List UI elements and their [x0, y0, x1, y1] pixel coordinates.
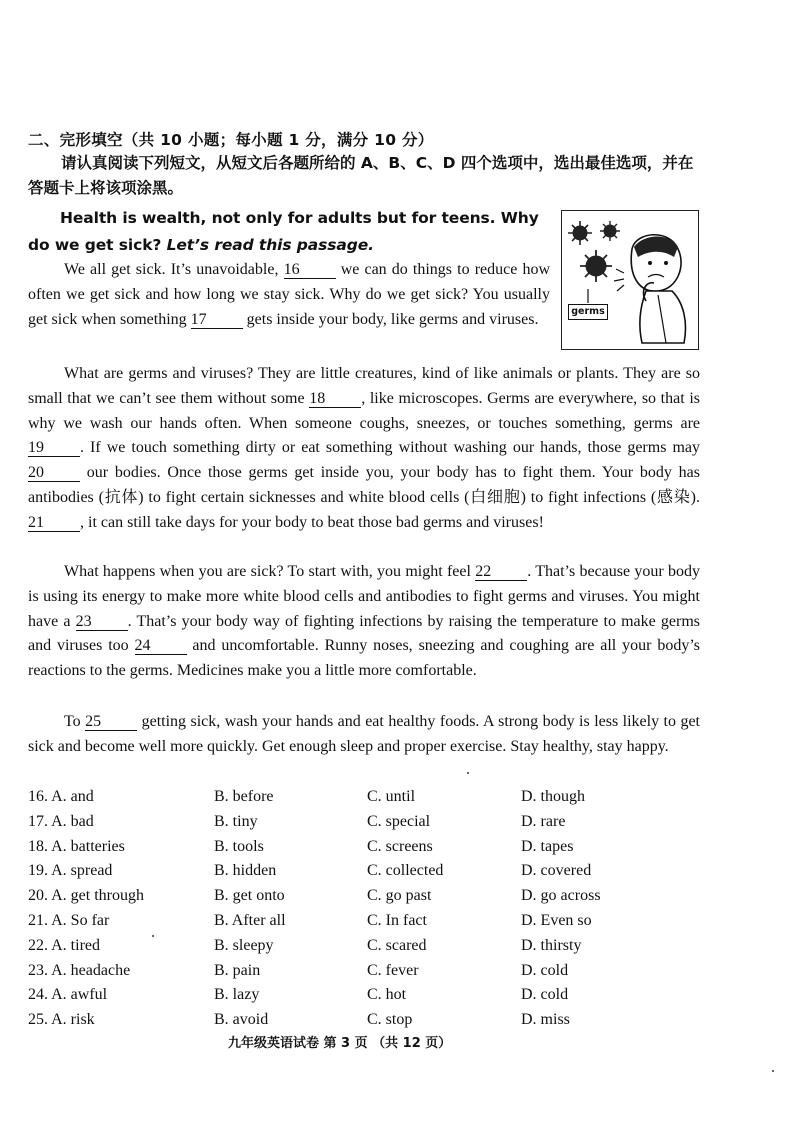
blank-16: 16 [284, 261, 336, 279]
paragraph-1 [28, 258, 550, 332]
option-d: D. Even so [521, 911, 592, 929]
option-row-23 [28, 959, 708, 984]
option-a: 21. A. So far [28, 911, 110, 929]
option-b: B. tiny [214, 812, 258, 830]
blank-20: 20 [28, 464, 80, 482]
option-d: D. rare [521, 812, 566, 830]
blank-19: 19 [28, 439, 80, 457]
p2-text-2: , like microscopes. Germs are everywhere, so that is why we wash our hands often. When someone coughs, sneezes, or touches something, germs are [28, 389, 700, 432]
blank-25: 25 [85, 713, 137, 731]
option-c: C. stop [367, 1011, 413, 1029]
p2-text-5: , it can still take days for your body to beat those bad germs and viruses! [80, 513, 544, 531]
p3-text-4: and uncomfortable. Runny noses, sneezing and coughing are all your body’s reactions to the germs. Medicines make you a little more comfortable. [28, 637, 701, 680]
sick-boy-germs-icon [562, 211, 697, 348]
option-d: D. covered [521, 862, 592, 880]
option-a: 17. A. bad [28, 812, 94, 830]
blank-17: 17 [191, 311, 243, 329]
option-a: 19. A. spread [28, 862, 113, 880]
option-c: C. In fact [367, 911, 427, 929]
p2-text-1: What are germs and viruses? They are little creatures, kind of like animals or plants. They are so small that we can’t see them without some [28, 365, 700, 407]
option-c: C. until [367, 788, 416, 805]
option-b: B. get onto [214, 887, 285, 905]
option-row-16 [28, 785, 708, 810]
option-b: B. tools [214, 837, 264, 855]
blank-24: 24 [135, 637, 187, 655]
option-c: C. scared [367, 936, 427, 954]
p3-text-2: . That’s because your body is using its energy to make more white blood cells and antibodies to fight germs and viruses. You might have a [28, 563, 700, 630]
p2-text-3: . If we touch something dirty or eat something without washing our hands, those germs may [80, 439, 700, 457]
option-b: B. hidden [214, 862, 277, 880]
option-a: 23. A. headache [28, 961, 131, 979]
option-c: C. hot [367, 986, 407, 1004]
option-a: 25. A. risk [28, 1011, 95, 1029]
scan-speck [152, 935, 154, 937]
paragraph-2 [28, 362, 700, 536]
option-b: B. lazy [214, 986, 260, 1004]
option-a: 16. A. and [28, 788, 94, 805]
option-b: B. sleepy [214, 936, 274, 954]
p1-text-3: gets inside your body, like germs and viruses. [242, 310, 539, 328]
option-d: D. though [521, 788, 585, 805]
option-a: 22. A. tired [28, 936, 100, 954]
p4-text-2: getting sick, wash your hands and eat healthy foods. A strong body is less likely to get sick and become well more quickly. Get enough sleep and proper exercise. Stay healthy, stay happy. [28, 713, 700, 755]
option-d: D. miss [521, 1011, 570, 1029]
option-a: 24. A. awful [28, 986, 108, 1004]
p1-text-1: We all get sick. It’s unavoidable, [64, 261, 284, 278]
instruction-text: 请认真阅读下列短文，从短文后各题所给的 A、B、C、D 四个选项中，选出最佳选项，并在答题卡上将该项涂黑。 [28, 154, 694, 197]
option-row-17 [28, 810, 708, 835]
answer-options [28, 785, 708, 1033]
option-d: D. thirsty [521, 936, 582, 954]
blank-23: 23 [76, 613, 128, 631]
scan-speck [467, 772, 469, 774]
option-c: C. special [367, 812, 431, 830]
option-c: C. fever [367, 961, 419, 979]
section-title: 二、完形填空（共 10 小题；每小题 1 分，满分 10 分） [28, 131, 434, 149]
option-row-21 [28, 909, 708, 934]
option-c: C. go past [367, 887, 432, 905]
option-c: C. screens [367, 837, 433, 855]
option-d: D. tapes [521, 837, 574, 855]
option-b: B. pain [214, 961, 261, 979]
p2-text-4: our bodies. Once those germs get inside you, your body has to fight them. Your body has antibodies (抗体) to fight certain sicknesses and white blood cells (白细胞) to fight infections (感染). [28, 464, 700, 506]
option-row-25 [28, 1008, 708, 1033]
option-row-18 [28, 835, 708, 860]
blank-22: 22 [475, 563, 527, 581]
p1-text-2: we can do things to reduce how often we get sick and how long we stay sick. Why do we get sick? You usually get sick when something [28, 261, 551, 328]
germs-label: germs [568, 304, 608, 320]
blank-18: 18 [309, 390, 361, 408]
option-row-19 [28, 859, 708, 884]
p4-text-1: To [64, 713, 86, 730]
p3-text-3: . That’s your body way of fighting infections by raising the temperature to make germs and viruses too [28, 612, 700, 655]
paragraph-4 [28, 710, 700, 760]
option-row-24 [28, 983, 708, 1008]
option-b: B. After all [214, 911, 286, 929]
option-row-20 [28, 884, 708, 909]
option-d: D. cold [521, 986, 569, 1004]
option-b: B. avoid [214, 1011, 269, 1029]
option-row-22 [28, 934, 708, 959]
option-d: D. go across [521, 887, 601, 905]
paragraph-3 [28, 560, 700, 684]
option-b: B. before [214, 788, 274, 805]
passage-heading [28, 205, 553, 259]
germs-illustration [561, 210, 699, 350]
heading-part1: Health is wealth, not only for adults but for teens. Why do we get sick? [28, 209, 539, 254]
p3-text-1: What happens when you are sick? To start with, you might feel [64, 563, 476, 580]
option-a: 18. A. batteries [28, 837, 125, 855]
blank-21: 21 [28, 514, 80, 532]
option-d: D. cold [521, 961, 569, 979]
page-footer: 九年级英语试卷 第 3 页 （共 12 页） [228, 1036, 452, 1051]
heading-part2: Let’s read this passage. [166, 236, 374, 254]
scan-speck [772, 1070, 774, 1072]
option-a: 20. A. get through [28, 887, 144, 905]
option-c: C. collected [367, 862, 444, 880]
